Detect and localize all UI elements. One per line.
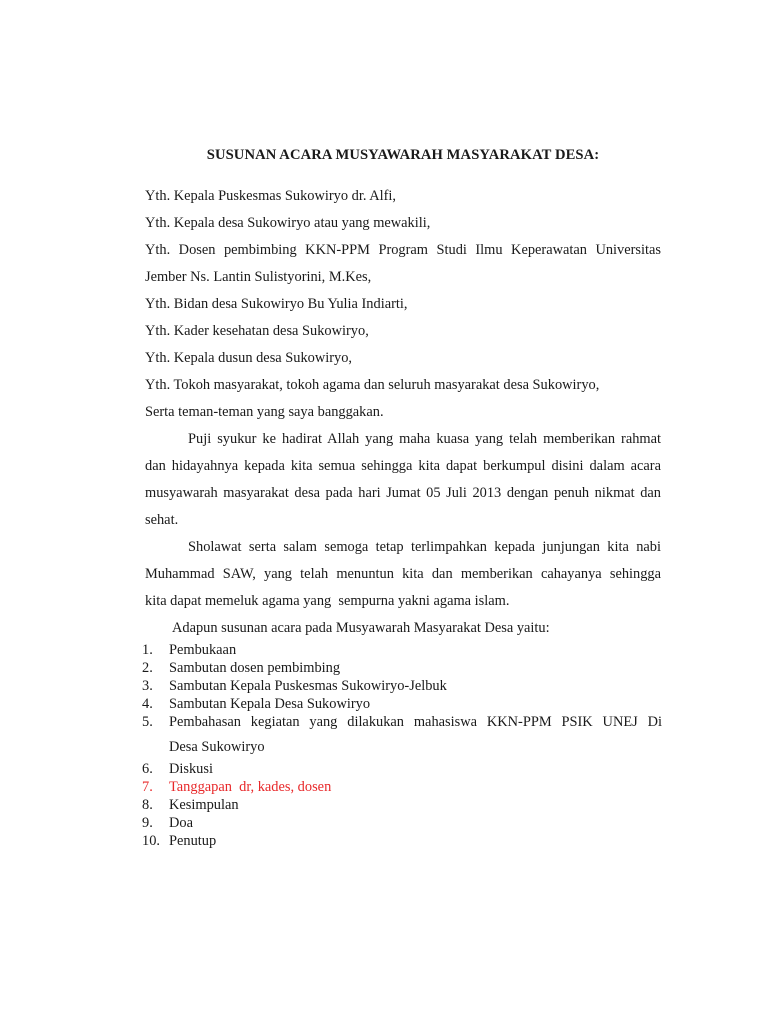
paragraph-line: kita dapat memeluk agama yang sempurna yakni agama islam.: [145, 593, 510, 609]
salutation-line: Yth. Kepala Puskesmas Sukowiryo dr. Alfi,: [145, 188, 397, 204]
paragraph-line: Muhammad SAW, yang telah menuntun kita dan memberikan cahayanya sehingga: [145, 566, 661, 582]
salutation-line: Yth. Kader kesehatan desa Sukowiryo,: [145, 323, 369, 339]
list-number: 10.: [142, 833, 160, 849]
salutation-line: Jember Ns. Lantin Sulistyorini, M.Kes,: [145, 269, 372, 285]
list-number: 2.: [142, 660, 153, 676]
paragraph-line: sehat.: [145, 512, 179, 528]
list-text: Sambutan dosen pembimbing: [169, 660, 341, 676]
document-body: [145, 183, 661, 642]
agenda-intro: Adapun susunan acara pada Musyawarah Masyarakat Desa yaitu:: [172, 620, 550, 636]
list-item: [142, 659, 662, 677]
list-number: 6.: [142, 761, 153, 777]
salutation-line: Yth. Tokoh masyarakat, tokoh agama dan seluruh masyarakat desa Sukowiryo,: [145, 377, 600, 393]
paragraph-line: Puji syukur ke hadirat Allah yang maha kuasa yang telah memberikan rahmat: [188, 431, 661, 447]
list-number: 1.: [142, 642, 153, 658]
list-text: Kesimpulan: [169, 797, 239, 813]
agenda-list: [142, 641, 662, 850]
list-item: [142, 713, 662, 731]
list-number: 5.: [142, 714, 153, 730]
list-item: [142, 814, 662, 832]
list-text: Doa: [169, 815, 193, 831]
list-item: [142, 677, 662, 695]
list-text: Sambutan Kepala Desa Sukowiryo: [169, 696, 371, 712]
list-item: [142, 641, 662, 659]
list-text: Sambutan Kepala Puskesmas Sukowiryo-Jelbuk: [169, 678, 447, 694]
list-number: 3.: [142, 678, 153, 694]
list-number: 4.: [142, 696, 153, 712]
salutation-line: Yth. Kepala desa Sukowiryo atau yang mewakili,: [145, 215, 431, 231]
salutation-line: Yth. Dosen pembimbing KKN-PPM Program Studi Ilmu Keperawatan Universitas: [145, 242, 661, 258]
list-text: Tanggapan dr, kades, dosen: [169, 779, 332, 795]
paragraph-line: Sholawat serta salam semoga tetap terlimpahkan kepada junjungan kita nabi: [188, 539, 661, 555]
list-item: [142, 760, 662, 778]
list-text: Diskusi: [169, 761, 213, 777]
list-text: Penutup: [169, 833, 217, 849]
list-item-highlighted: [142, 778, 662, 796]
salutation-line: Yth. Bidan desa Sukowiryo Bu Yulia Indiarti,: [145, 296, 408, 312]
document-title: SUSUNAN ACARA MUSYAWARAH MASYARAKAT DESA:: [206, 147, 600, 163]
list-number: 8.: [142, 797, 153, 813]
list-text: Pembukaan: [169, 642, 237, 658]
salutation-line: Serta teman-teman yang saya banggakan.: [145, 404, 384, 420]
list-item: [142, 832, 662, 850]
list-text: Pembahasan kegiatan yang dilakukan mahasiswa KKN-PPM PSIK UNEJ Di: [169, 714, 662, 730]
list-item: [142, 796, 662, 814]
list-number: 7.: [142, 779, 153, 795]
list-item-continuation: Desa Sukowiryo: [169, 739, 265, 755]
paragraph-line: dan hidayahnya kepada kita semua sehingga kita dapat berkumpul disini dalam acara: [145, 458, 661, 474]
list-item: [142, 695, 662, 713]
list-number: 9.: [142, 815, 153, 831]
salutation-line: Yth. Kepala dusun desa Sukowiryo,: [145, 350, 353, 366]
paragraph-line: musyawarah masyarakat desa pada hari Jumat 05 Juli 2013 dengan penuh nikmat dan: [145, 485, 661, 501]
